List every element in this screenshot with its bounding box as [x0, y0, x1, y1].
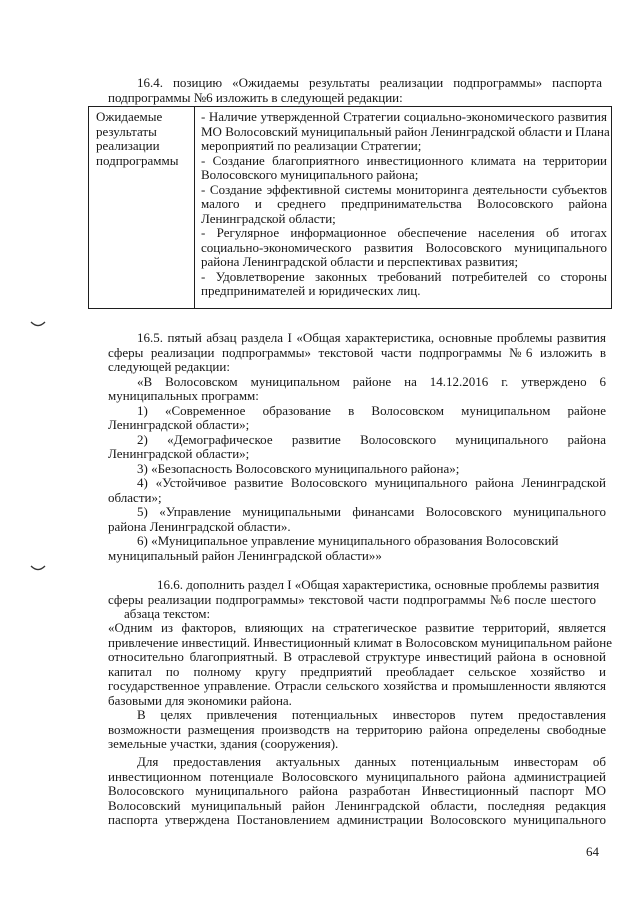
amendment-16-6-text-continued [108, 755, 606, 828]
content-line: района Ленинградской области и перспективах развития; [201, 254, 519, 269]
heading-line: 16.6. дополнить раздел I «Общая характеристика, основные проблемы развития [157, 577, 600, 592]
paragraph-line: Волосовского муниципального района разработан Инвестиционный паспорт МО [108, 783, 606, 798]
table-label-cell [89, 107, 195, 308]
heading-line: 16.4. позицию «Ожидаемы результаты реализации подпрограммы» паспорта [137, 75, 602, 90]
content-line: социально-экономического развития Волосовского муниципального [201, 239, 607, 255]
list-item-line: 1) «Современное образование в Волосовском муниципальном районе [137, 402, 606, 418]
label-line: подпрограммы [96, 152, 179, 168]
heading-line: 16.5. пятый абзац раздела I «Общая характеристика, основные проблемы развития [137, 330, 606, 345]
content-line: МО Волосовский муниципальный район Ленинградской области и Плана [201, 123, 610, 139]
margin-mark [30, 565, 46, 573]
amendment-16-4-heading [108, 76, 602, 105]
paragraph-line: государственное управление. Отрасли сельского хозяйства и промышленности являются [108, 678, 606, 693]
list-item-line: Ленинградской области»; [108, 417, 250, 432]
content-line: - Наличие утвержденной Стратегии социально-экономического развития [201, 109, 607, 124]
list-item-line: области»; [108, 489, 162, 505]
paragraph-line: «Одним из факторов, влияющих на стратегическое развитие территорий, является [108, 620, 606, 635]
page-number: 64 [586, 844, 599, 859]
list-item-line: 6) «Муниципальное управление муниципального образования Волосовский [137, 533, 559, 548]
paragraph-line: Для предоставления актуальных данных потенциальным инвесторам об [137, 754, 606, 769]
paragraph-line: относительно благоприятный. В отраслевой структуре инвестиций района в основной [108, 649, 606, 664]
paragraph-line: паспорта утверждена Постановлением администрации Волосовского муниципального [108, 812, 606, 827]
table-content-cell [195, 107, 611, 308]
content-line: мероприятий по реализации Стратегии; [201, 138, 422, 153]
paragraph-line: «В Волосовском муниципальном районе на 14.12.2016 г. утверждено 6 [137, 373, 606, 389]
list-item-line: 3) «Безопасность Волосовского муниципального района»; [137, 460, 460, 476]
content-line: Ленинградской области; [201, 210, 336, 226]
content-line: - Создание благоприятного инвестиционного климата на территории [201, 152, 607, 168]
paragraph-line: инвестиционном потенциале Волосовского муниципального района администрацией [108, 768, 606, 784]
list-item-line: 4) «Устойчивое развитие Волосовского муниципального района Ленинградской [137, 475, 606, 490]
content-line: малого и среднего предпринимательства Волосовского района [201, 196, 607, 211]
amendment-16-6-text [108, 620, 612, 752]
list-item-line: района Ленинградской области». [108, 518, 291, 534]
paragraph-line: Волосовский муниципальный район Ленинградской области, последняя редакция [108, 797, 606, 813]
label-line: реализации [96, 138, 160, 153]
heading-line: сферы реализации подпрограммы» текстовой части подпрограммы №6 после шестого [108, 591, 596, 607]
list-item-line: Ленинградской области»; [108, 446, 250, 461]
amendment-16-5 [108, 331, 606, 563]
paragraph-line: базовыми для экономики района. [108, 692, 292, 708]
label-line: Ожидаемые [96, 109, 163, 124]
paragraph-line: привлечение инвестиций. Инвестиционный климат в Волосовском муниципальном районе [108, 634, 612, 650]
list-item-line: 5) «Управление муниципальными финансами Волосовского муниципального [137, 504, 606, 519]
content-line: Волосовского муниципального района; [201, 167, 419, 182]
paragraph-line: муниципальных программ: [108, 388, 259, 403]
paragraph-line: возможности размещения производств на территорию района определены свободные [108, 721, 606, 737]
expected-results-table [88, 106, 612, 309]
list-item-line: 2) «Демографическое развитие Волосовского муниципального района [137, 431, 606, 447]
content-line: предпринимателей и юридических лиц. [201, 283, 421, 298]
content-line: - Создание эффективной системы мониторинга деятельности субъектов [201, 181, 607, 197]
heading-line: следующей редакции: [108, 359, 230, 374]
heading-line: подпрограммы №6 изложить в следующей редакции: [108, 89, 403, 105]
heading-line: абзаца текстом: [124, 606, 211, 621]
list-item-line: муниципальный район Ленинградской области»» [108, 547, 382, 563]
paragraph-line: земельные участки, здания (сооружения). [108, 736, 339, 751]
label-line: результаты [96, 123, 157, 139]
content-line: - Удовлетворение законных требований потребителей со стороны [201, 268, 607, 284]
paragraph-line: В целях привлечения потенциальных инвесторов путем предоставления [137, 707, 606, 722]
amendment-16-6-heading [108, 577, 600, 622]
heading-line: сферы реализации подпрограммы» текстовой части подпрограммы №6 изложить в [108, 344, 606, 360]
content-line: - Регулярное информационное обеспечение населения об итогах [201, 225, 607, 240]
paragraph-line: капитал по полному кругу предприятий преобладает сельское хозяйство и [108, 663, 606, 679]
margin-mark [30, 321, 46, 329]
